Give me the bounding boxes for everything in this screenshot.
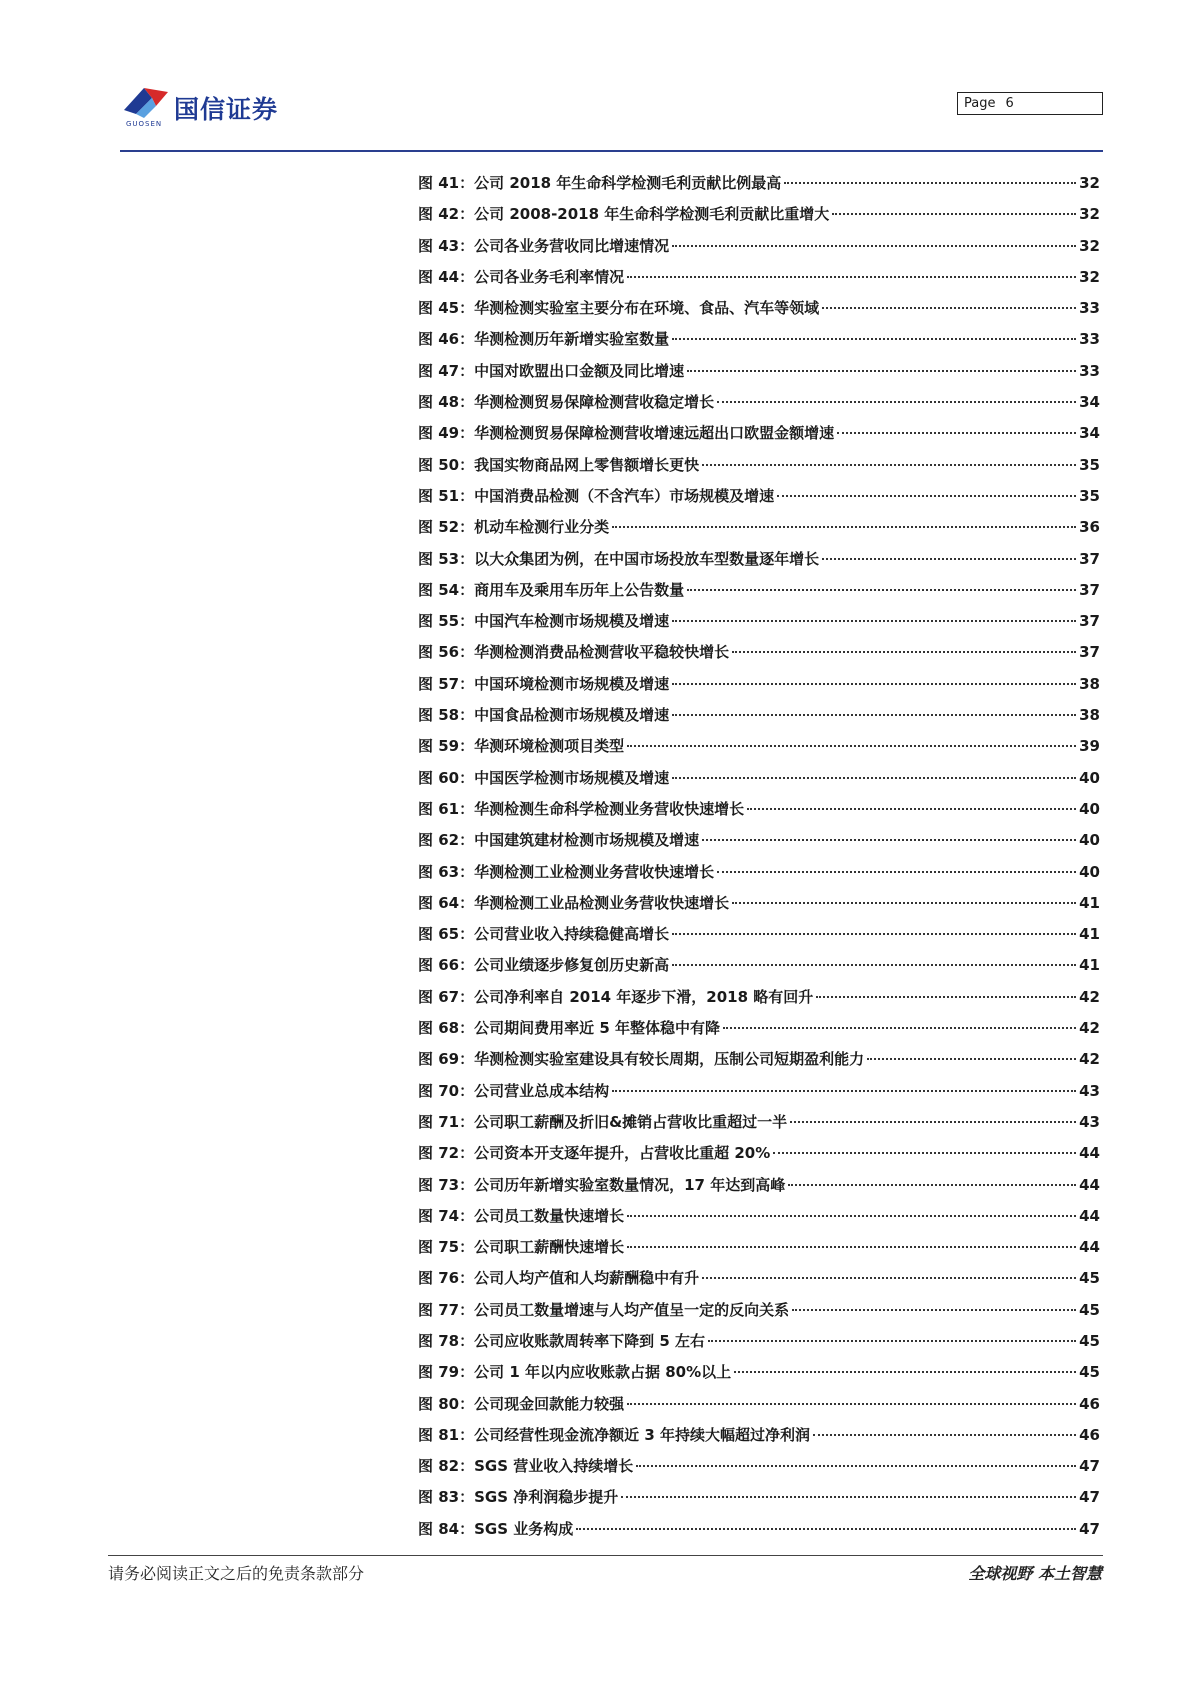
toc-entry-page: 44 — [1079, 1175, 1100, 1194]
toc-leader-dots — [627, 1403, 1076, 1405]
figure-list — [418, 172, 1100, 1549]
toc-entry-label: 图 49：华测检测贸易保障检测营收增速远超出口欧盟金额增速 — [418, 424, 835, 443]
toc-entry[interactable] — [418, 986, 1100, 1017]
toc-entry-page: 40 — [1079, 799, 1100, 818]
toc-entry[interactable] — [418, 1111, 1100, 1142]
toc-entry-label: 图 56：华测检测消费品检测营收平稳较快增长 — [418, 643, 730, 662]
toc-entry[interactable] — [418, 1017, 1100, 1048]
toc-entry-label: 图 72：公司资本开支逐年提升，占营收比重超 20% — [418, 1144, 771, 1163]
toc-leader-dots — [702, 839, 1076, 841]
toc-leader-dots — [702, 464, 1076, 466]
toc-entry-label: 图 64：华测检测工业品检测业务营收快速增长 — [418, 893, 730, 912]
toc-entry-label: 图 42：公司 2008-2018 年生命科学检测毛利贡献比重增大 — [418, 205, 830, 224]
toc-entry[interactable] — [418, 203, 1100, 234]
toc-entry-page: 38 — [1079, 706, 1100, 725]
toc-entry-label: 图 71：公司职工薪酬及折旧&摊销占营收比重超过一半 — [418, 1112, 788, 1131]
toc-entry-label: 图 82：SGS 营业收入持续增长 — [418, 1457, 634, 1476]
toc-leader-dots — [788, 1184, 1076, 1186]
toc-entry[interactable] — [418, 1267, 1100, 1298]
toc-entry-page: 32 — [1079, 205, 1100, 224]
toc-leader-dots — [717, 871, 1076, 873]
toc-leader-dots — [816, 996, 1076, 998]
toc-entry-page: 40 — [1079, 768, 1100, 787]
toc-entry[interactable] — [418, 798, 1100, 829]
toc-entry[interactable] — [418, 892, 1100, 923]
toc-entry-page: 40 — [1079, 831, 1100, 850]
toc-entry-page: 37 — [1079, 580, 1100, 599]
toc-entry[interactable] — [418, 548, 1100, 579]
toc-entry-page: 43 — [1079, 1081, 1100, 1100]
toc-entry-page: 38 — [1079, 674, 1100, 693]
toc-leader-dots — [822, 307, 1076, 309]
toc-leader-dots — [832, 213, 1076, 215]
toc-leader-dots — [672, 714, 1076, 716]
toc-entry-page: 37 — [1079, 549, 1100, 568]
toc-entry-page: 45 — [1079, 1331, 1100, 1350]
toc-entry[interactable] — [418, 297, 1100, 328]
toc-leader-dots — [777, 495, 1076, 497]
toc-entry-label: 图 73：公司历年新增实验室数量情况，17 年达到高峰 — [418, 1175, 786, 1194]
toc-leader-dots — [822, 558, 1076, 560]
toc-entry-page: 43 — [1079, 1112, 1100, 1131]
toc-entry-label: 图 65：公司营业收入持续稳健高增长 — [418, 925, 670, 944]
toc-leader-dots — [621, 1496, 1076, 1498]
toc-leader-dots — [627, 1246, 1076, 1248]
toc-entry-label: 图 62：中国建筑建材检测市场规模及增速 — [418, 831, 700, 850]
toc-entry[interactable] — [418, 1299, 1100, 1330]
toc-entry[interactable] — [418, 610, 1100, 641]
toc-leader-dots — [672, 777, 1076, 779]
toc-entry[interactable] — [418, 1080, 1100, 1111]
toc-entry-label: 图 61：华测检测生命科学检测业务营收快速增长 — [418, 799, 745, 818]
toc-entry-label: 图 59：华测环境检测项目类型 — [418, 737, 625, 756]
toc-entry[interactable] — [418, 954, 1100, 985]
toc-entry[interactable] — [418, 923, 1100, 954]
toc-entry-page: 44 — [1079, 1144, 1100, 1163]
toc-entry-label: 图 77：公司员工数量增速与人均产值呈一定的反向关系 — [418, 1300, 790, 1319]
toc-entry-label: 图 79：公司 1 年以内应收账款占据 80%以上 — [418, 1363, 732, 1382]
toc-entry-label: 图 53：以大众集团为例，在中国市场投放车型数量逐年增长 — [418, 549, 820, 568]
toc-entry-label: 图 67：公司净利率自 2014 年逐步下滑，2018 略有回升 — [418, 987, 814, 1006]
toc-entry-label: 图 63：华测检测工业检测业务营收快速增长 — [418, 862, 715, 881]
toc-entry-label: 图 66：公司业绩逐步修复创历史新高 — [418, 956, 670, 975]
toc-leader-dots — [672, 964, 1076, 966]
toc-entry[interactable] — [418, 1455, 1100, 1486]
toc-entry-page: 45 — [1079, 1269, 1100, 1288]
toc-entry-page: 32 — [1079, 267, 1100, 286]
toc-leader-dots — [702, 1277, 1076, 1279]
toc-entry-page: 47 — [1079, 1457, 1100, 1476]
toc-entry-label: 图 60：中国医学检测市场规模及增速 — [418, 768, 670, 787]
toc-leader-dots — [790, 1121, 1076, 1123]
toc-entry-label: 图 80：公司现金回款能力较强 — [418, 1394, 625, 1413]
toc-entry-label: 图 51：中国消费品检测（不含汽车）市场规模及增速 — [418, 486, 775, 505]
toc-leader-dots — [612, 526, 1076, 528]
toc-entry-page: 46 — [1079, 1425, 1100, 1444]
page-header — [0, 0, 1190, 155]
toc-entry[interactable] — [418, 172, 1100, 203]
toc-entry[interactable] — [418, 328, 1100, 359]
toc-leader-dots — [687, 370, 1076, 372]
toc-leader-dots — [636, 1465, 1076, 1467]
toc-leader-dots — [627, 745, 1076, 747]
toc-entry-page: 45 — [1079, 1300, 1100, 1319]
toc-leader-dots — [612, 1090, 1076, 1092]
company-logo — [122, 84, 302, 130]
toc-entry-label: 图 57：中国环境检测市场规模及增速 — [418, 674, 670, 693]
toc-entry[interactable] — [418, 1236, 1100, 1267]
toc-leader-dots — [717, 401, 1076, 403]
toc-entry[interactable] — [418, 1424, 1100, 1455]
toc-entry[interactable] — [418, 704, 1100, 735]
toc-entry[interactable] — [418, 360, 1100, 391]
toc-entry-page: 41 — [1079, 925, 1100, 944]
toc-entry[interactable] — [418, 1518, 1100, 1549]
toc-entry[interactable] — [418, 391, 1100, 422]
toc-entry-page: 37 — [1079, 612, 1100, 631]
toc-entry-label: 图 43：公司各业务营收同比增速情况 — [418, 236, 670, 255]
toc-entry[interactable] — [418, 1174, 1100, 1205]
toc-entry[interactable] — [418, 1142, 1100, 1173]
toc-entry[interactable] — [418, 641, 1100, 672]
toc-entry-page: 36 — [1079, 518, 1100, 537]
toc-entry-page: 44 — [1079, 1238, 1100, 1257]
toc-entry-page: 47 — [1079, 1488, 1100, 1507]
toc-entry-label: 图 75：公司职工薪酬快速增长 — [418, 1238, 625, 1257]
toc-entry-page: 35 — [1079, 455, 1100, 474]
toc-leader-dots — [792, 1309, 1076, 1311]
toc-entry[interactable] — [418, 454, 1100, 485]
toc-leader-dots — [867, 1058, 1076, 1060]
toc-leader-dots — [672, 683, 1076, 685]
toc-entry[interactable] — [418, 266, 1100, 297]
toc-leader-dots — [773, 1152, 1076, 1154]
toc-entry-page: 34 — [1079, 393, 1100, 412]
toc-entry-label: 图 55：中国汽车检测市场规模及增速 — [418, 612, 670, 631]
toc-entry-page: 33 — [1079, 299, 1100, 318]
toc-entry-label: 图 45：华测检测实验室主要分布在环境、食品、汽车等领域 — [418, 299, 820, 318]
toc-entry-label: 图 68：公司期间费用率近 5 年整体稳中有降 — [418, 1019, 720, 1038]
toc-entry-label: 图 44：公司各业务毛利率情况 — [418, 267, 625, 286]
toc-entry-page: 45 — [1079, 1363, 1100, 1382]
toc-entry[interactable] — [418, 485, 1100, 516]
toc-entry[interactable] — [418, 235, 1100, 266]
toc-entry-label: 图 83：SGS 净利润稳步提升 — [418, 1488, 619, 1507]
toc-leader-dots — [576, 1528, 1076, 1530]
page-indicator — [957, 92, 1103, 115]
toc-entry-label: 图 46：华测检测历年新增实验室数量 — [418, 330, 670, 349]
toc-leader-dots — [672, 338, 1076, 340]
toc-entry[interactable] — [418, 829, 1100, 860]
toc-entry-page: 33 — [1079, 361, 1100, 380]
toc-entry-label: 图 52：机动车检测行业分类 — [418, 518, 610, 537]
toc-entry-label: 图 81：公司经营性现金流净额近 3 年持续大幅超过净利润 — [418, 1425, 810, 1444]
toc-entry-page: 41 — [1079, 893, 1100, 912]
toc-entry-page: 40 — [1079, 862, 1100, 881]
toc-entry-page: 32 — [1079, 236, 1100, 255]
toc-entry-label: 图 58：中国食品检测市场规模及增速 — [418, 706, 670, 725]
toc-entry-page: 46 — [1079, 1394, 1100, 1413]
toc-entry[interactable] — [418, 1330, 1100, 1361]
toc-leader-dots — [672, 933, 1076, 935]
toc-leader-dots — [734, 1371, 1076, 1373]
toc-entry[interactable] — [418, 1361, 1100, 1392]
header-divider — [120, 150, 1103, 152]
toc-leader-dots — [732, 902, 1076, 904]
toc-leader-dots — [708, 1340, 1076, 1342]
toc-entry[interactable] — [418, 1205, 1100, 1236]
toc-leader-dots — [837, 432, 1076, 434]
toc-entry-label: 图 76：公司人均产值和人均薪酬稳中有升 — [418, 1269, 700, 1288]
footer-divider — [108, 1555, 1103, 1556]
logo-text: 国信证券 — [174, 95, 279, 124]
toc-entry-label: 图 69：华测检测实验室建设具有较长周期，压制公司短期盈利能力 — [418, 1050, 865, 1069]
toc-leader-dots — [747, 808, 1076, 810]
toc-entry[interactable] — [418, 1048, 1100, 1079]
toc-leader-dots — [627, 276, 1076, 278]
toc-leader-dots — [784, 182, 1076, 184]
footer-slogan: 全球视野 本土智慧 — [968, 1564, 1102, 1583]
page-label: Page — [964, 96, 996, 111]
toc-leader-dots — [687, 589, 1076, 591]
toc-entry-page: 33 — [1079, 330, 1100, 349]
toc-entry-label: 图 41：公司 2018 年生命科学检测毛利贡献比例最高 — [418, 174, 782, 192]
toc-entry-label: 图 50：我国实物商品网上零售额增长更快 — [418, 455, 700, 474]
toc-entry[interactable] — [418, 673, 1100, 704]
toc-entry[interactable] — [418, 1486, 1100, 1517]
toc-entry-label: 图 78：公司应收账款周转率下降到 5 左右 — [418, 1331, 705, 1350]
toc-entry-label: 图 70：公司营业总成本结构 — [418, 1081, 610, 1100]
footer-disclaimer: 请务必阅读正文之后的免责条款部分 — [108, 1564, 365, 1583]
toc-entry-page: 39 — [1079, 737, 1100, 756]
toc-leader-dots — [732, 651, 1076, 653]
toc-entry-page: 47 — [1079, 1519, 1100, 1538]
logo-mark-icon — [122, 84, 172, 122]
toc-leader-dots — [813, 1434, 1076, 1436]
page-number: 6 — [1005, 96, 1014, 111]
toc-entry[interactable] — [418, 767, 1100, 798]
toc-entry[interactable] — [418, 516, 1100, 547]
toc-entry-page: 35 — [1079, 486, 1100, 505]
logo-subtext: GUOSEN — [126, 120, 163, 128]
toc-entry-page: 37 — [1079, 643, 1100, 662]
toc-leader-dots — [723, 1027, 1076, 1029]
toc-entry-label: 图 54：商用车及乘用车历年上公告数量 — [418, 580, 685, 599]
toc-entry-page: 32 — [1079, 174, 1100, 192]
toc-leader-dots — [627, 1215, 1076, 1217]
toc-entry[interactable] — [418, 735, 1100, 766]
toc-entry[interactable] — [418, 579, 1100, 610]
toc-entry-label: 图 48：华测检测贸易保障检测营收稳定增长 — [418, 393, 715, 412]
toc-entry-page: 34 — [1079, 424, 1100, 443]
toc-entry-page: 42 — [1079, 1050, 1100, 1069]
toc-leader-dots — [672, 245, 1076, 247]
toc-entry-page: 42 — [1079, 987, 1100, 1006]
toc-entry[interactable] — [418, 861, 1100, 892]
toc-entry-page: 44 — [1079, 1206, 1100, 1225]
toc-entry-page: 42 — [1079, 1019, 1100, 1038]
toc-entry-label: 图 84：SGS 业务构成 — [418, 1519, 574, 1538]
toc-leader-dots — [672, 620, 1076, 622]
toc-entry-label: 图 47：中国对欧盟出口金额及同比增速 — [418, 361, 685, 380]
toc-entry-page: 41 — [1079, 956, 1100, 975]
toc-entry-label: 图 74：公司员工数量快速增长 — [418, 1206, 625, 1225]
toc-entry[interactable] — [418, 422, 1100, 453]
toc-entry[interactable] — [418, 1393, 1100, 1424]
